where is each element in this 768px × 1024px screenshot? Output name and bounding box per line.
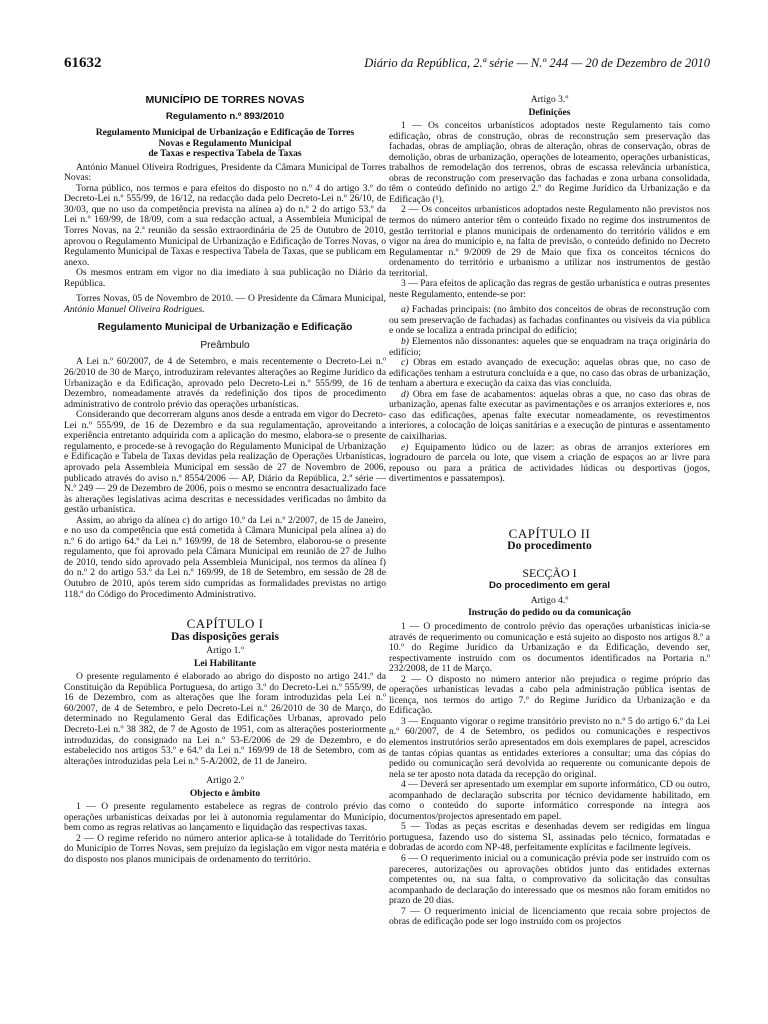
article-title: Definições <box>528 106 571 118</box>
regulation-number: Regulamento n.º 893/2010 <box>165 110 285 122</box>
definition-item <box>389 390 710 443</box>
item-letter: c) <box>401 357 409 369</box>
item-text: Obras em estado avançado de execução: aquelas obras que, no caso de edificações tenham a estrutura concluída e a que, no caso das obras de urbanização, tenham a abertura e execução da caixa das vias concluída. <box>389 357 710 390</box>
item-letter: e) <box>401 441 409 453</box>
item-letter: a) <box>401 304 409 316</box>
right-column <box>389 95 710 928</box>
article-paragraph: 6 — O requerimento inicial ou a comunicação prévia pode ser instruído com os pareceres, autorizações ou aprovações obtidos junto das entidades externas competentes ou, na sua falta, o comprovativo da solicitação das consultas acompanhado de declaração do interessado que os mesmos não foram emitidos no prazo de 20 dias. <box>389 853 710 907</box>
left-column <box>64 95 386 866</box>
article-paragraph: 2 — O disposto no número anterior não prejudica o regime próprio das operações urbanísticas levadas a cabo pela administração pública isentas de licença, nos termos do artigo 7.º do Regime Jurídico da Urbanização e da Edificação. <box>389 673 710 717</box>
article-paragraph: O presente regulamento é elaborado ao abrigo do disposto no artigo 241.º da Constituição da República Portuguesa, do artigo 3.º do Decreto-Lei n.º 555/99, de 16 de Dezembro, com as alterações que lhe foram introduzidas pela Lei n.º 60/2007, de 4 de Setembro, e pelo Decreto-Lei n.º 26/2010 de 30 de Março, do determinado no Regulamento Geral das Edificações Urbanas, aprovado pelo Decreto-Lei n.º 38 382, de 7 de Agosto de 1951, com as alterações posteriormente introduzidas, do consignado na Lei n.º 53-E/2006 de 29 de Dezembro, e do estabelecido nos artigos 53.º e 64.º da Lei n.º 169/99 de 18 de Setembro, com as alterações introduzidas pela Lei n.º 5-A/2002, de 11 de Janeiro. <box>64 671 386 767</box>
regulation-title-line: Novas e Regulamento Municipal <box>158 137 292 149</box>
preamble-title: Preâmbulo <box>200 339 250 351</box>
intro-paragraph: Torna público, nos termos e para efeitos do disposto no n.º 4 do artigo 3.º do Decreto-Lei n.º 555/99, de 16/12, na redacção dada pelo Decreto-Lei n.º 26/10, de 30/03, que no uso da competência prevista na alínea a) do n.º 2 do artigo 53.º da Lei n.º 169/99, de 18/09, com a sua redacção actual, a Assembleia Municipal de Torres Novas, na 2.ª reunião da sessão extraordinária de 25 de Outubro de 2010, aprovou o Regulamento Municipal de Urbanização e Edificação de Torres Novas, o Regulamento Municipal de Taxas e respectiva Tabela de Taxas, que se publicam em anexo. <box>64 182 386 268</box>
item-text: Elementos não dissonantes: aqueles que se enquadram na traça originária do edifício; <box>389 336 710 358</box>
signature-paragraph <box>64 294 386 315</box>
article-title: Instrução do pedido ou da comunicação <box>468 607 631 619</box>
preamble-paragraph: A Lei n.º 60/2007, de 4 de Setembro, e mais recentemente o Decreto-Lei n.º 26/2010 de 30 de Março, introduziram relevantes alterações ao Regime Jurídico da Urbanização e da Edificação, aprovado pelo Decreto-Lei n.º 555/99, de 16 de Dezembro, nomeadamente através da redefinição dos tipos de procedimento administrativo de controlo prévio das operações urbanísticas. <box>64 356 386 410</box>
chapter-heading: CAPÍTULO I <box>186 616 264 632</box>
section-heading: SECÇÃO I <box>522 565 577 580</box>
signature-text: Torres Novas, 05 de Novembro de 2010. — O Presidente da Câmara Municipal, <box>76 293 386 305</box>
regulation-title-line: de Taxas e respectiva Tabela de Taxas <box>148 148 302 160</box>
section-title: Do procedimento em geral <box>488 580 610 592</box>
definition-item <box>389 337 710 358</box>
preamble-paragraph: Assim, ao abrigo da alínea c) do artigo 10.º da Lei n.º 2/2007, de 15 de Janeiro, e no uso da competência que está cometida à Câmara Municipal pela alínea a) do n.º 6 do artigo 64.º da Lei n.º 169/99, de 18 de Setembro, elaborou-se o presente regulamento, que foi aprovado pela Câmara Municipal em reunião de 27 de Julho de 2010, tendo sido aprovado pela Assembleia Municipal, nos termos da alínea f) do n.º 2 do artigo 53.º da Lei n.º 169/99, de 18 de Setembro, em sessão de 28 de Outubro de 2010, após terem sido cumpridas as formalidades previstas no artigo 118.º do Código do Procedimento Administrativo. <box>64 514 386 600</box>
article-paragraph: 7 — O requerimento inicial de licenciamento que recaia sobre projectos de obras de edificação pode ser logo instruído com os projectos <box>389 905 710 928</box>
article-number: Artigo 3.º <box>530 94 569 105</box>
page-number: 61632 <box>64 55 102 71</box>
intro-paragraph: António Manuel Oliveira Rodrigues, Presidente da Câmara Municipal de Torres Novas: <box>64 161 386 184</box>
article-paragraph: 3 — Enquanto vigorar o regime transitório previsto no n.º 5 do artigo 6.º da Lei n.º 60/2007, de 4 de Setembro, os pedidos ou comunicações e respectivos elementos instrutórios serão apresentados em dois exemplares de papel, acrescidos de tantas cópias quantas as entidades exteriores a consultar; uma das cópias do pedido ou comunicação será devolvida ao requerente ou comunicante depois de nela se ter aposto nota datada da recepção do original. <box>389 715 710 780</box>
definition-item <box>389 305 710 337</box>
article-paragraph: 4 — Deverá ser apresentado um exemplar em suporte informático, CD ou outro, acompanhado de declaração subscrita por técnico devidamente habilitado, em como o conteúdo do suporte informático corresponde na íntegra aos documentos/projectos apresentado em papel. <box>389 779 710 822</box>
regulation-title <box>64 128 386 160</box>
item-text: Fachadas principais: (no âmbito dos conceitos de obras de reconstrução com ou sem preservação de fachadas) as fachadas confinantes ou visíveis da via pública e onde se localiza a entrada principal do edifício; <box>389 304 710 337</box>
item-text: Obra em fase de acabamentos: aquelas obras a que, no caso das obras de urbanização, apenas falte executar as pavimentações e os arranjos exteriores e, nos caso das edificações, apenas falte executar nomeadamente, os revestimentos interiores, a colocação de loiças sanitárias e a execução de pinturas e assentamento de caixilharias. <box>389 388 711 442</box>
intro-paragraph: Os mesmos entram em vigor no dia imediato à sua publicação no Diário da República. <box>64 267 386 289</box>
item-letter: b) <box>401 336 409 348</box>
article-number: Artigo 2.º <box>206 775 244 787</box>
journal-title: Diário da República, 2.ª série — N.º 244 — 20 de Dezembro de 2010 <box>364 56 710 70</box>
article-title: Objecto e âmbito <box>189 787 261 799</box>
item-text: Equipamento lúdico ou de lazer: as obras de arranjos exteriores em logradouro de parcela ou lote, que visem a criação de espaços ao ar livre para repouso ou para a prática de actividades lúdicas ou desportivas (jogos, divertimentos e passatempos). <box>389 441 710 485</box>
item-letter: d) <box>401 388 409 400</box>
article-paragraph: 1 — O procedimento de controlo prévio das operações urbanísticas inicia-se através de requerimento ou comunicação e está sujeito ao disposto nos artigos 8.º a 10.º do Regime Jurídico da Urbanização e da Edificação, devendo ser, respectivamente instruído com os documentos identificados na Portaria n.º 232/2008, de 11 de Março. <box>389 620 710 675</box>
article-number: Artigo 1.º <box>206 645 244 657</box>
article-paragraph: 3 — Para efeitos de aplicação das regras de gestão urbanística e outras presentes neste Regulamento, entende-se por: <box>389 278 710 300</box>
preamble-paragraph: Considerando que decorreram alguns anos desde a entrada em vigor do Decreto-Lei n.º 555/99, de 16 de Dezembro e da sua regulamentação, aproveitando a experiência entretanto adquirida com a aplicação do mesmo, elabora-se o presente regulamento, e procede-se à revogação do Regulamento Municipal de Urbanização e Edificação e Tabela de Taxas devidas pela realização de Operações Urbanísticas, aprovado pela Assembleia Municipal em sessão de 27 de Novembro de 2006, publicado através do aviso n.º 8554/2006 — AP, Diário da República, 2.ª série — N.º 249 — 29 de Dezembro de 2006, pois o mesmo se encontra desactualizado face às alterações legislativas acima descritas e necessidades verificadas no âmbito da gestão urbanística. <box>64 409 386 516</box>
rm-title: Regulamento Municipal de Urbanização e Edificação <box>97 322 353 334</box>
chapter-heading: CAPÍTULO II <box>508 525 591 541</box>
article-paragraph: 2 — O regime referido no número anterior aplica-se à totalidade do Território do Município de Torres Novas, sem prejuízo da legislação em vigor nesta matéria e do disposto nos planos municipais de ordenamento do território. <box>64 832 386 865</box>
regulation-title-line: Regulamento Municipal de Urbanização e Edificação de Torres <box>95 127 355 139</box>
article-number: Artigo 4.º <box>530 594 569 606</box>
municipality-heading: MUNICÍPIO DE TORRES NOVAS <box>145 94 305 106</box>
chapter-title: Do procedimento <box>507 540 592 553</box>
chapter-title: Das disposições gerais <box>171 630 279 643</box>
definition-item <box>389 443 710 485</box>
article-title: Lei Habilitante <box>193 657 257 669</box>
article-paragraph: 1 — O presente regulamento estabelece as regras de controlo prévio das operações urbanísticas deixadas por lei à autonomia regulamentar do Município, bem como as regras relativas ao lançamento e liquidação das respectivas taxas. <box>64 801 386 834</box>
page-header <box>64 55 710 73</box>
definition-item <box>389 358 710 390</box>
signature-name: António Manuel Oliveira Rodrigues. <box>64 303 205 315</box>
article-paragraph: 2 — Os conceitos urbanísticos adoptados neste Regulamento não previstos nos termos do número anterior têm o conteúdo fixado no regime dos instrumentos de gestão territorial e planos municipais de ordenamento do território válidos e em vigor na área do município e, na falta de previsão, o conteúdo definido no Decreto Regulamentar n.º 9/2009 de 29 de Maio que fixa os conceitos técnicos do ordenamento do território e urbanismo a utilizar nos instrumentos de gestão territorial. <box>389 204 710 279</box>
article-paragraph: 1 — Os conceitos urbanísticos adoptados neste Regulamento tais como edificação, obras de construção, obras de reconstrução sem preservação das fachadas, obras de ampliação, obras de alteração, obras de conservação, obras de demolição, obras de urbanização, operações de loteamento, operações urbanísticas, trabalhos de remodelação dos terrenos, obras de escassa relevância urbanística, obras de reconstrução com preservação das fachadas e zona urbana consolidada, têm o conteúdo definido no artigo 2.º do Regime Jurídico da Urbanização e da Edificação (¹). <box>389 120 710 205</box>
article-paragraph: 5 — Todas as peças escritas e desenhadas devem ser redigidas em língua portuguesa, fazendo uso do sistema SI, assinadas pelo técnico, formatadas e dobradas de acordo com NP-48, perfeitamente explícitas e facilmente legíveis. <box>389 821 710 854</box>
